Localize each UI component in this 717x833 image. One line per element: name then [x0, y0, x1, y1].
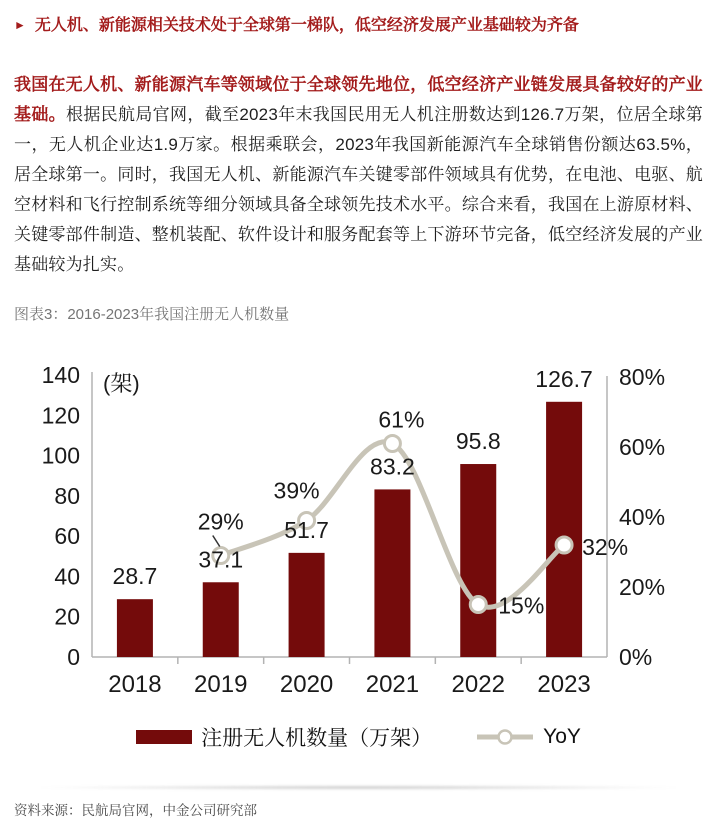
yoy-marker-2022: [470, 597, 486, 613]
yoy-legend-label: YoY: [543, 725, 581, 748]
left-axis-unit-label: (架): [103, 371, 140, 396]
legend-item-yoy: [476, 725, 581, 749]
bar-2018: [117, 599, 153, 657]
bar-legend-label: 注册无人机数量（万架）: [201, 727, 433, 750]
x-axis-category-label: 2019: [194, 671, 248, 698]
line-legend-icon: [476, 728, 534, 746]
left-axis-tick-label: 20: [54, 603, 80, 630]
left-axis-tick-label: 100: [41, 442, 80, 469]
left-axis-tick-label: 140: [41, 362, 80, 388]
left-axis-tick-label: 120: [41, 402, 80, 429]
x-axis-category-label: 2022: [451, 671, 505, 698]
right-axis-tick-label: 80%: [619, 364, 666, 390]
bar-legend-swatch: [136, 730, 192, 744]
x-axis-category-label: 2018: [108, 671, 162, 698]
source-note: 资料来源：民航局官网，中金公司研究部: [14, 803, 257, 818]
x-axis-category-label: 2023: [537, 671, 591, 698]
bar-value-label: 126.7: [535, 365, 593, 392]
legend-item-bars: [136, 722, 432, 752]
bar-value-label: 28.7: [112, 563, 158, 590]
figure-caption: 图表3：2016-2023年我国注册无人机数量: [14, 306, 290, 323]
yoy-value-label: 39%: [273, 477, 320, 504]
bar-value-label: 37.1: [198, 546, 244, 573]
left-axis-tick-label: 60: [54, 523, 80, 550]
bar-value-label: 95.8: [455, 428, 501, 455]
yoy-value-label: 61%: [378, 406, 425, 433]
chart-canvas: [0, 348, 717, 718]
right-axis-tick-label: 0%: [619, 644, 653, 670]
bar-value-label: 83.2: [370, 453, 415, 480]
left-axis-tick-label: 80: [54, 482, 80, 509]
paragraph-lead-bold: 我国在无人机、新能源汽车等领域位于全球领先地位，低空经济产业链发展具备较好的产业基础。: [14, 75, 703, 124]
section-bullet-icon: ►: [14, 18, 26, 32]
section-title: 无人机、新能源相关技术处于全球第一梯队，低空经济发展产业基础较为齐备: [34, 17, 579, 34]
bar-2020: [289, 553, 325, 657]
bar-2019: [203, 582, 239, 657]
left-axis-tick-label: 0: [67, 644, 80, 670]
x-axis-category-label: 2020: [279, 671, 334, 698]
section-header: [14, 15, 704, 37]
x-axis-category-label: 2021: [365, 671, 420, 698]
paragraph-body-text: 根据民航局官网，截至2023年末我国民用无人机注册数达到126.7万架，位居全球第一，无人机企业达1.9万家。根据乘联会，2023年我国新能源汽车全球销售份额达63.5%，居全球第一。同时，我国无人机、新能源汽车关键零部件领域具有优势，在电池、电驱、航空材料和飞行控制系统等细分领域具备全球领先技术水平。综合来看，我国在上游原材料、关键零部件制造、整机装配、软件设计和服务配套等上下游环节完备，低空经济发展的产业基础较为扎实。: [14, 105, 703, 274]
yoy-marker-2021: [384, 436, 400, 452]
yoy-value-label: 32%: [582, 534, 629, 560]
right-axis-tick-label: 60%: [619, 434, 666, 460]
page-shadow-divider: [24, 785, 693, 790]
drone-registration-chart: [0, 348, 717, 718]
yoy-marker-2023: [556, 537, 572, 553]
yoy-value-label: 15%: [498, 592, 545, 619]
yoy-label-leader-line: [213, 536, 220, 547]
chart-legend: [0, 719, 717, 755]
left-axis-tick-label: 40: [54, 563, 80, 590]
bar-2021: [374, 489, 410, 657]
body-paragraph: [14, 70, 703, 280]
bar-value-label: 51.7: [284, 516, 329, 543]
bar-2022: [460, 464, 496, 657]
bar-2023: [546, 402, 582, 657]
right-axis-tick-label: 20%: [619, 574, 666, 600]
right-axis-tick-label: 40%: [619, 504, 666, 530]
yoy-value-label: 29%: [197, 508, 244, 535]
